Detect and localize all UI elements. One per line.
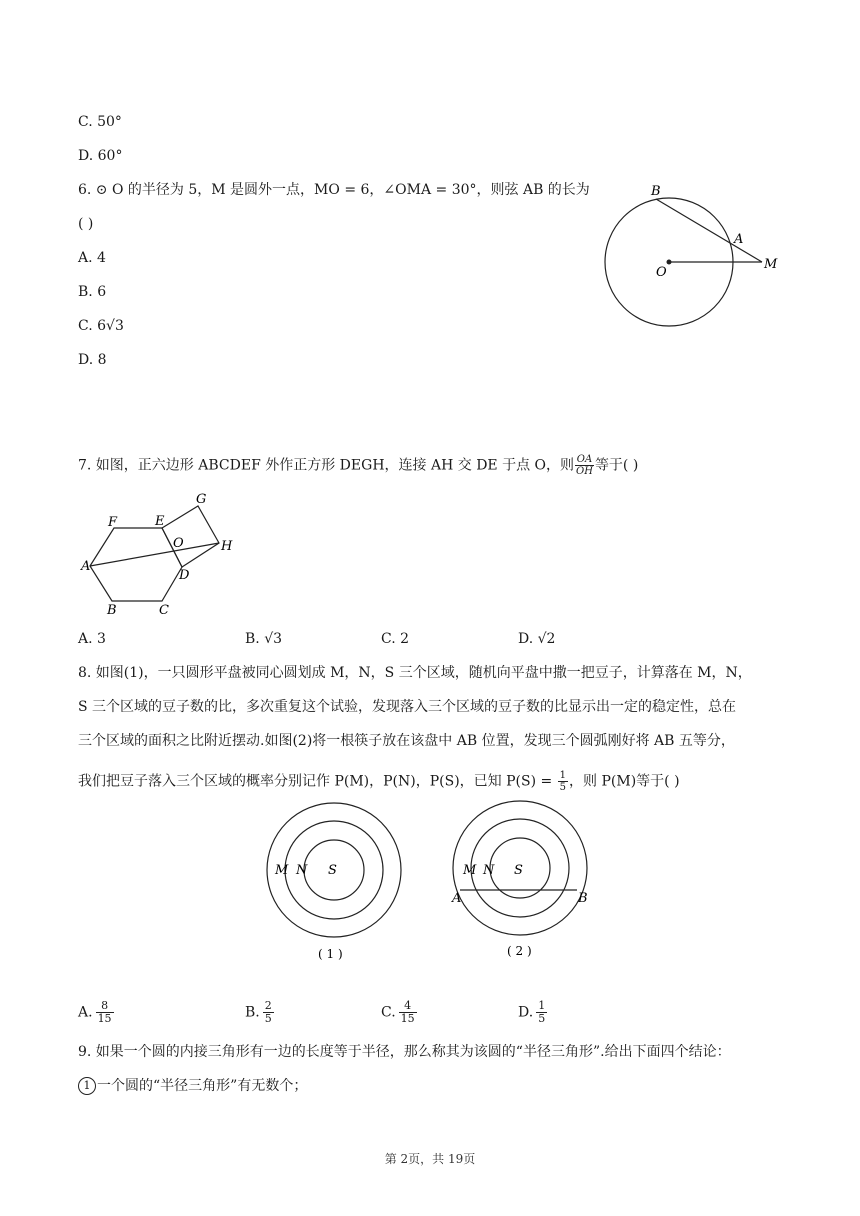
q8-line-1: 8. 如图(1)，一只圆形平盘被同心圆划成 M，N，S 三个区域，随机向平盘中撒一把豆子，计算落在 M，N， xyxy=(78,665,752,681)
q7-option-a: A. 3 xyxy=(78,631,106,647)
q6-option-d: D. 8 xyxy=(78,352,107,368)
q7-option-c: C. 2 xyxy=(381,631,410,647)
q7-label-o: O xyxy=(173,536,184,551)
fig1-label-m: M xyxy=(275,863,289,878)
q7-stem xyxy=(78,454,638,477)
q9-line-1: 9. 如果一个圆的内接三角形有一边的长度等于半径，那么称其为该圆的“半径三角形”.给出下面四个结论： xyxy=(78,1044,731,1060)
q7-option-b: B. √3 xyxy=(245,631,283,647)
q8-option-c: C. $\frac{4}{15}$ xyxy=(381,999,415,1025)
q7-hexagon-figure xyxy=(78,488,248,618)
q6-label-a: A xyxy=(734,232,744,247)
fig1-label-n: N xyxy=(296,863,308,878)
q6-option-c: C. 6√3 xyxy=(78,318,124,334)
q7-label-a: A xyxy=(81,559,91,574)
q6-stem: 6. ⊙ O 的半径为 5，M 是圆外一点，MO = 6，∠OMA = 30°，则弦 AB 的长为 xyxy=(78,182,590,198)
q6-option-b: B. 6 xyxy=(78,284,107,300)
fig2-label-m: M xyxy=(463,863,477,878)
q8-line-3: 三个区域的面积之比附近摆动.如图(2)将一根筷子放在该盘中 AB 位置，发现三个圆弧刚好将 AB 五等分， xyxy=(78,733,735,749)
q7-frac-den: OH xyxy=(576,466,593,477)
q8-option-a: A. $\frac{8}{15}$ xyxy=(78,999,112,1025)
fig2-label-a: A xyxy=(452,891,462,906)
q7-option-d: D. √2 xyxy=(518,631,556,647)
q7-label-b: B xyxy=(107,603,117,618)
q6-circle-figure xyxy=(590,178,790,333)
q6-label-o: O xyxy=(656,265,667,280)
fig2-caption: ( 2 ) xyxy=(507,944,532,958)
q9-item-1 xyxy=(78,1076,307,1096)
q8-ps-fraction xyxy=(558,770,568,793)
fig1-label-s: S xyxy=(328,863,337,878)
q7-stem-before: 7. 如图，正六边形 ABCDEF 外作正方形 DEGH，连接 AH 交 DE 于点 O，则 xyxy=(78,457,575,474)
q5-option-d: D. 60° xyxy=(78,148,123,164)
q7-label-h: H xyxy=(221,539,233,554)
q7-label-e: E xyxy=(155,514,165,529)
q9-item-1-text: 一个圆的“半径三角形”有无数个； xyxy=(97,1078,308,1094)
q8-option-b: B. $\frac{2}{5}$ xyxy=(245,999,272,1025)
q6-label-m: M xyxy=(764,257,778,272)
q8-line-4-before: 我们把豆子落入三个区域的概率分别记作 P(M)，P(N)，P(S)，已知 P(S) = xyxy=(78,773,557,790)
q7-fraction xyxy=(575,454,594,477)
q8-ps-den: 5 xyxy=(559,782,567,793)
q6-paren: ( ) xyxy=(78,216,94,232)
page-footer: 第 2页，共 19页 xyxy=(384,1152,476,1166)
q8-concentric-figures xyxy=(265,798,595,966)
fig2-label-b: B xyxy=(578,891,588,906)
fig2-label-n: N xyxy=(483,863,495,878)
q7-label-f: F xyxy=(108,515,118,530)
fig1-caption: ( 1 ) xyxy=(318,947,343,961)
q9-item-1-marker: 1 xyxy=(78,1077,96,1095)
q7-label-g: G xyxy=(196,492,207,507)
q7-frac-num: OA xyxy=(576,454,593,465)
q7-label-c: C xyxy=(159,603,169,618)
q5-option-c: C. 50° xyxy=(78,114,122,130)
q8-line-4 xyxy=(78,770,680,793)
q8-ps-num: 1 xyxy=(559,770,567,781)
q6-label-b: B xyxy=(651,184,661,199)
fig2-label-s: S xyxy=(514,863,523,878)
q8-line-4-after: ，则 P(M)等于( ) xyxy=(569,773,680,790)
q8-line-2: S 三个区域的豆子数的比，多次重复这个试验，发现落入三个区域的豆子数的比显示出一定的稳定性，总在 xyxy=(78,699,737,715)
q8-option-d: D. $\frac{1}{5}$ xyxy=(518,999,546,1025)
q7-label-d: D xyxy=(179,568,190,583)
q6-option-a: A. 4 xyxy=(78,250,106,266)
q7-stem-after: 等于( ) xyxy=(594,457,639,474)
